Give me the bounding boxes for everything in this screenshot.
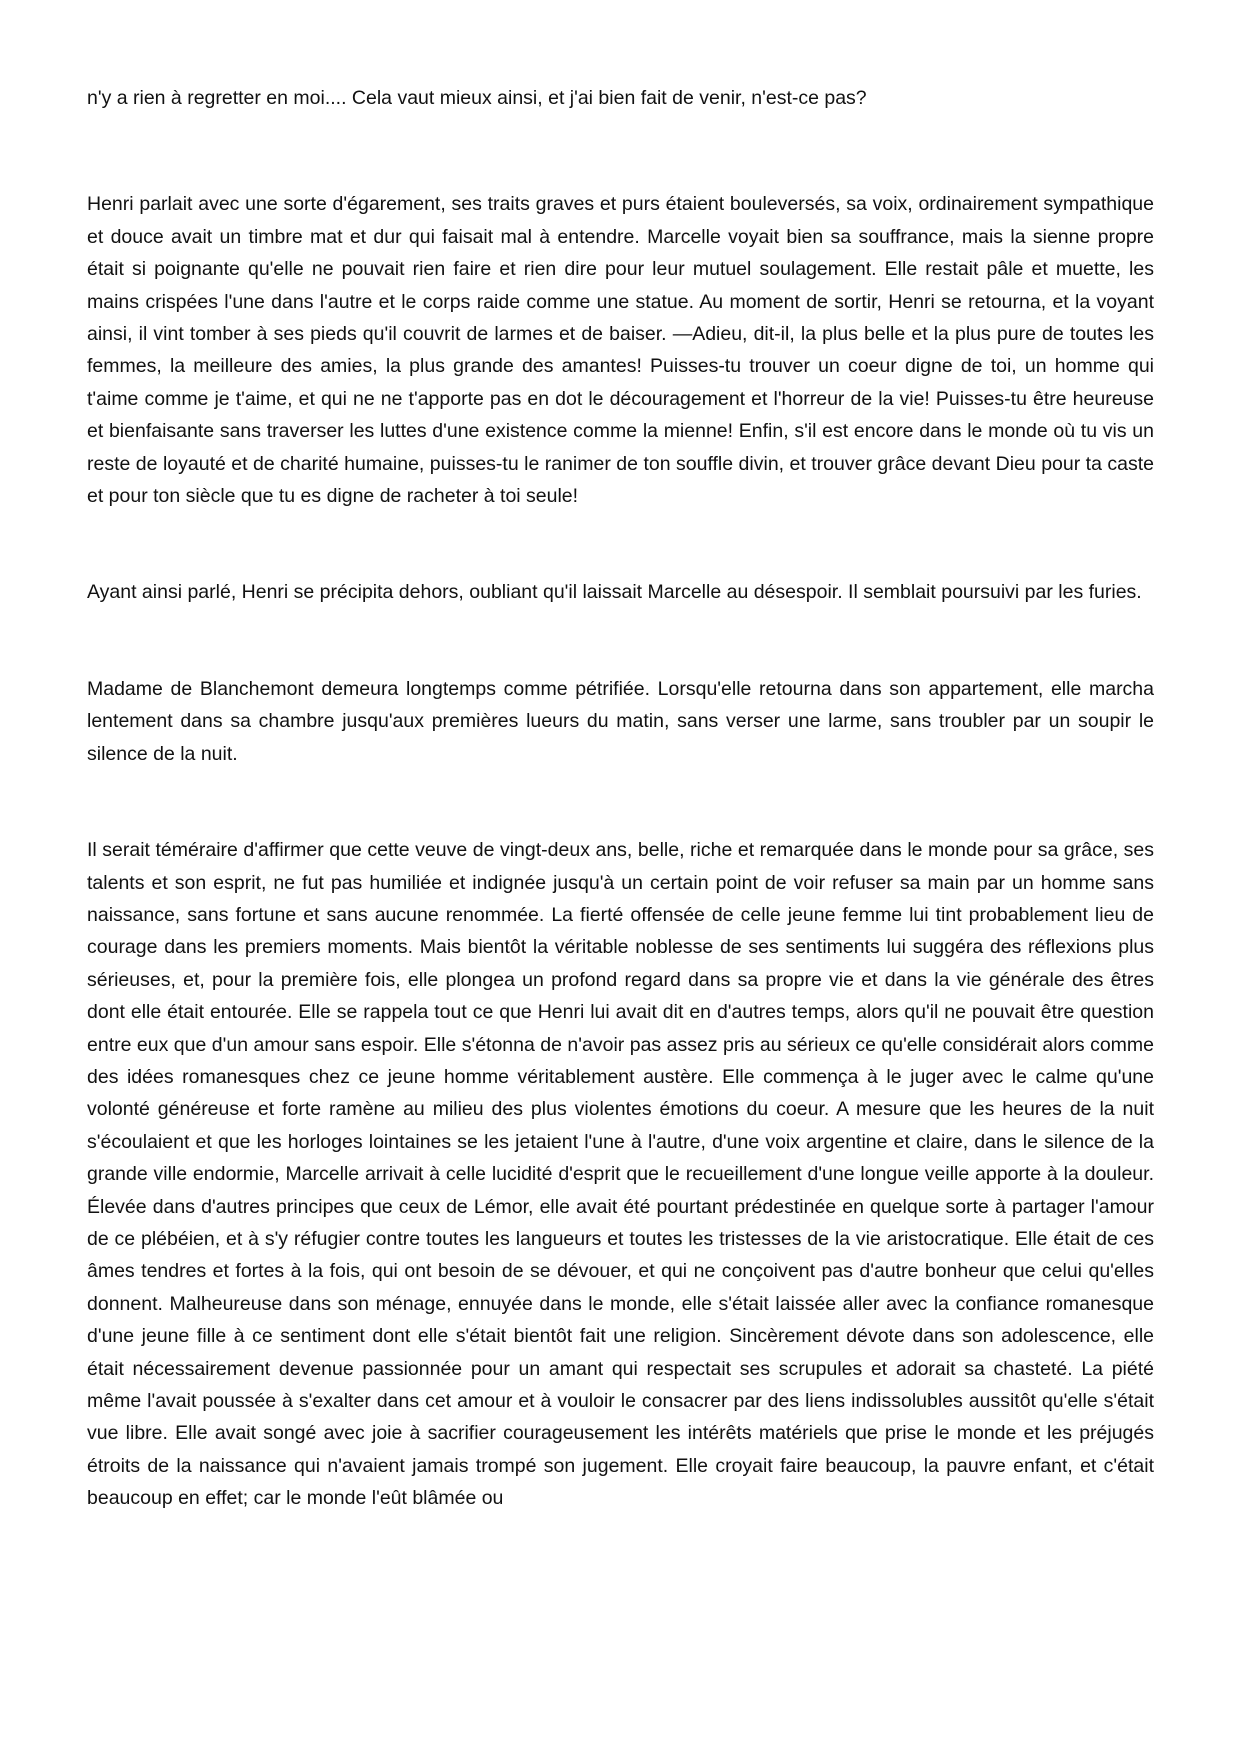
- paragraph-gap: [87, 114, 1154, 188]
- paragraph-henri-farewell: Henri parlait avec une sorte d'égarement, ses traits graves et purs étaient bouleversés, sa voix, ordinairement sympathique et douce avait un timbre mat et dur qui faisait mal à entendre. Marcelle voyait bien sa souffrance, mais la sienne propre était si poignante qu'elle ne pouvait rien faire et rien dire pour leur mutuel soulagement. Elle restait pâle et muette, les mains crispées l'une dans l'autre et le corps raide comme une statue. Au moment de sortir, Henri se retourna, et la voyant ainsi, il vint tomber à ses pieds qu'il couvrit de larmes et de baiser. —Adieu, dit-il, la plus belle et la plus pure de toutes les femmes, la meilleure des amies, la plus grande des amantes! Puisses-tu trouver un coeur digne de toi, un homme qui t'aime comme je t'aime, et qui ne ne t'apporte pas en dot le découragement et l'horreur de la vie! Puisses-tu être heureuse et bienfaisante sans traverser les luttes d'une existence comme la mienne! Enfin, s'il est encore dans le monde où tu vis un reste de loyauté et de charité humaine, puisses-tu le ranimer de ton souffle divin, et trouver grâce devant Dieu pour ta caste et pour ton siècle que tu es digne de racheter à toi seule!: [87, 193, 1154, 508]
- paragraph-madame-blanchemont: Madame de Blanchemont demeura longtemps comme pétrifiée. Lorsqu'elle retourna dans son appartement, elle marcha lentement dans sa chambre jusqu'aux premières lueurs du matin, sans verser une larme, sans troubler par un soupir le silence de la nuit.: [87, 677, 1154, 765]
- paragraph-henri-departs: Ayant ainsi parlé, Henri se précipita dehors, oubliant qu'il laissait Marcelle au désespoir. Il semblait poursuivi par les furies.: [87, 581, 1142, 604]
- paragraph-gap: [87, 770, 1154, 834]
- paragraph-gap: [87, 609, 1154, 673]
- paragraph-marcelle-reflection: Il serait téméraire d'affirmer que cette veuve de vingt-deux ans, belle, riche et remarquée dans le monde pour sa grâce, ses talents et son esprit, ne fut pas humiliée et indignée jusqu'à un certain point de voir refuser sa main par un homme sans naissance, sans fortune et sans aucune renommée. La fierté offensée de celle jeune femme lui tint probablement lieu de courage dans les premiers moments. Mais bientôt la véritable noblesse de ses sentiments lui suggéra des réflexions plus sérieuses, et, pour la première fois, elle plongea un profond regard dans sa propre vie et dans la vie générale des êtres dont elle était entourée. Elle se rappela tout ce que Henri lui avait dit en d'autres temps, alors qu'il ne pouvait être question entre eux que d'un amour sans espoir. Elle s'étonna de n'avoir pas assez pris au sérieux ce qu'elle considérait alors comme des idées romanesques chez ce jeune homme véritablement austère. Elle commença à le juger avec le calme qu'une volonté généreuse et forte ramène au milieu des plus violentes émotions du coeur. A mesure que les heures de la nuit s'écoulaient et que les horloges lointaines se les jetaient l'une à l'autre, d'une voix argentine et claire, dans le silence de la grande ville endormie, Marcelle arrivait à celle lucidité d'esprit que le recueillement d'une longue veille apporte à la douleur. Élevée dans d'autres principes que ceux de Lémor, elle avait été pourtant prédestinée en quelque sorte à partager l'amour de ce plébéien, et à s'y réfugier contre toutes les langueurs et toutes les tristesses de la vie aristocratique. Elle était de ces âmes tendres et fortes à la fois, qui ont besoin de se dévouer, et qui ne conçoivent pas d'autre bonheur que celui qu'elles donnent. Malheureuse dans son ménage, ennuyée dans le monde, elle s'était laissée aller avec la confiance romanesque d'une jeune fille à ce sentiment dont elle s'était bientôt fait une religion. Sincèrement dévote dans son adolescence, elle était nécessairement devenue passionnée pour un amant qui respectait ses scrupules et adorait sa chasteté. La piété même l'avait poussée à s'exalter dans cet amour et à vouloir le consacrer par des liens indissolubles aussitôt qu'elle s'était vue libre. Elle avait songé avec joie à sacrifier courageusement les intérêts matériels que prise le monde et les préjugés étroits de la naissance qui n'avaient jamais trompé son jugement. Elle croyait faire beaucoup, la pauvre enfant, et c'était beaucoup en effet; car le monde l'eût blâmée ou: [87, 839, 1154, 1510]
- paragraph-continuation: n'y a rien à regretter en moi.... Cela vaut mieux ainsi, et j'ai bien fait de venir, n'est-ce pas?: [87, 87, 867, 109]
- paragraph-gap: [87, 512, 1154, 576]
- document-page: [87, 82, 1154, 1515]
